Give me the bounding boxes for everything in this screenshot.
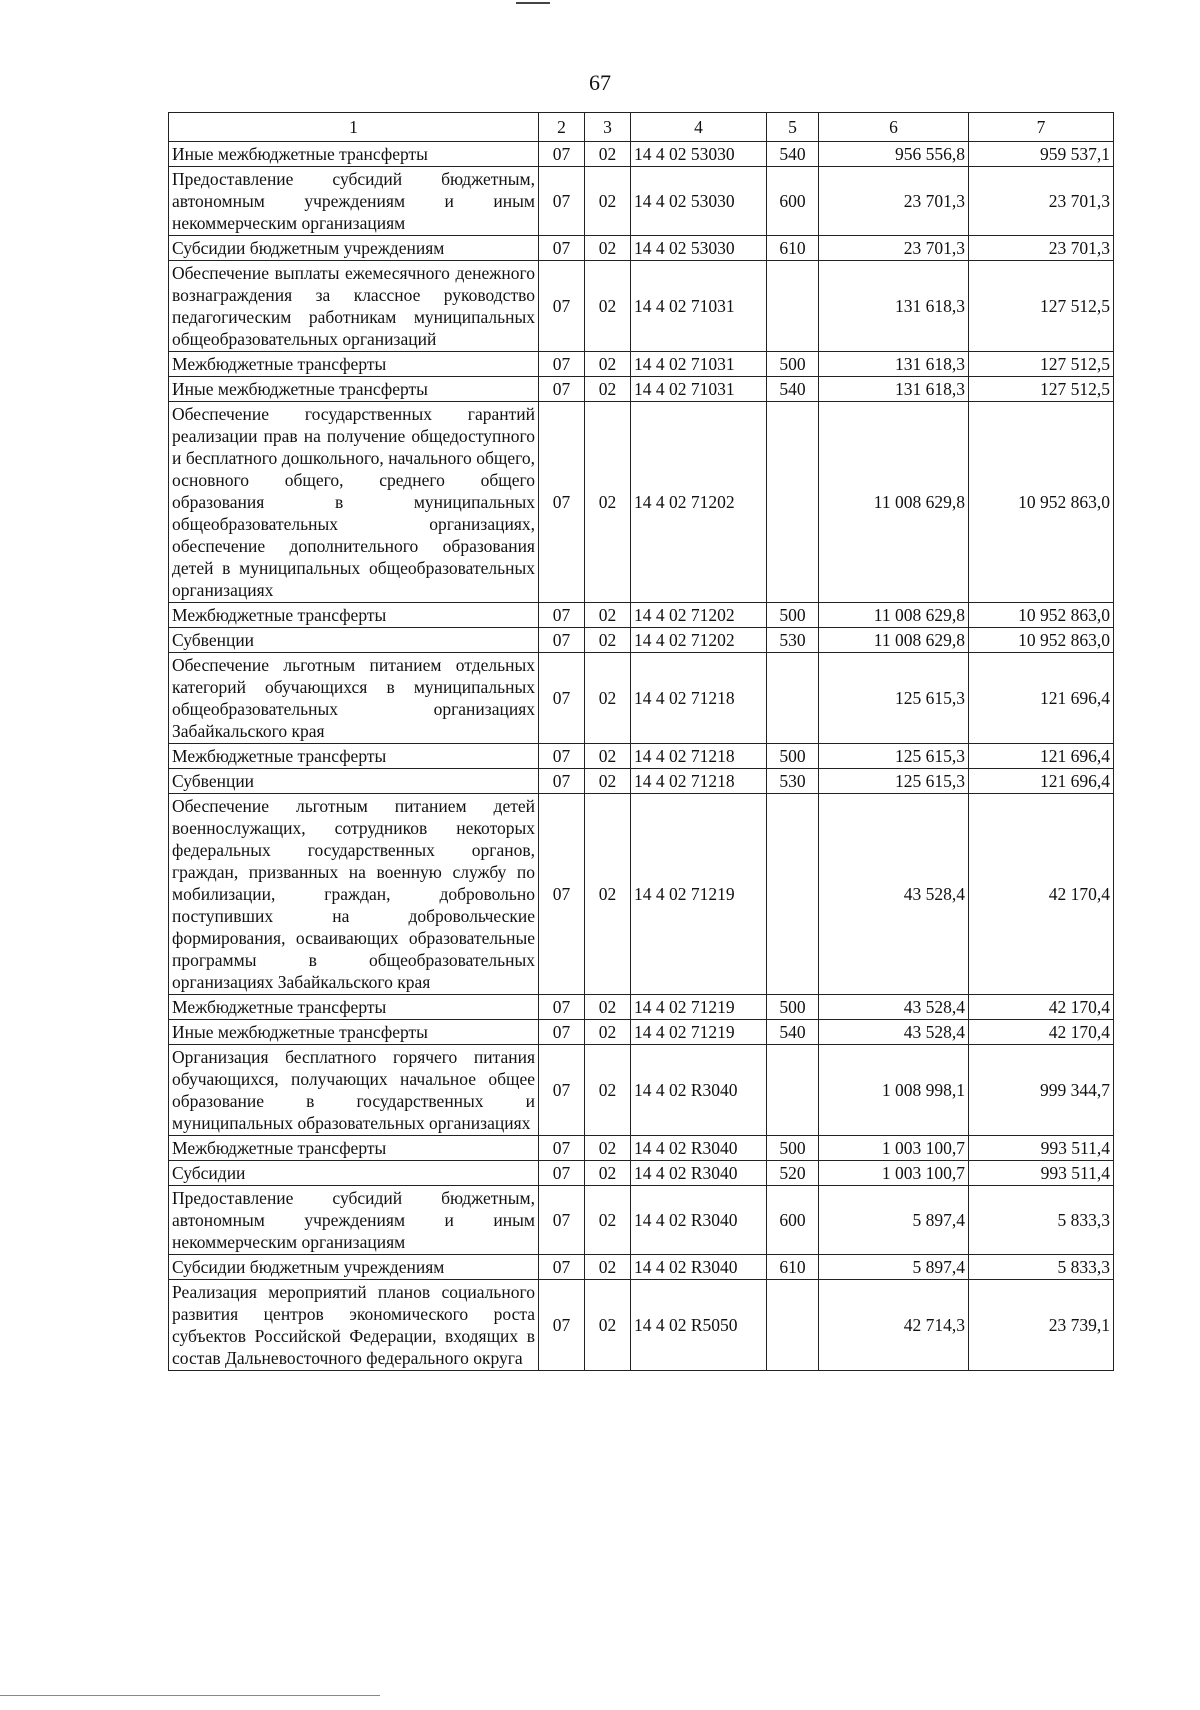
subsection-code: 02 xyxy=(585,1280,631,1371)
section-code: 07 xyxy=(539,603,585,628)
section-code: 07 xyxy=(539,236,585,261)
table-row xyxy=(169,236,1114,261)
row-name: Субсидии xyxy=(169,1161,539,1186)
expense-type-code: 540 xyxy=(767,377,819,402)
row-name: Предоставление субсидий бюджетным, автономным учреждениям и иным некоммерческим организациям xyxy=(169,167,539,236)
subsection-code: 02 xyxy=(585,1186,631,1255)
page-number: 67 xyxy=(589,70,611,95)
target-article-code: 14 4 02 71202 xyxy=(631,603,767,628)
expense-type-code xyxy=(767,261,819,352)
target-article-code: 14 4 02 71218 xyxy=(631,769,767,794)
column-header-1: 1 xyxy=(169,113,539,142)
expense-type-code: 540 xyxy=(767,1020,819,1045)
amount-col-7: 127 512,5 xyxy=(969,352,1114,377)
table-body xyxy=(169,142,1114,1371)
amount-col-6: 5 897,4 xyxy=(819,1186,969,1255)
expense-type-code xyxy=(767,402,819,603)
amount-col-6: 131 618,3 xyxy=(819,377,969,402)
subsection-code: 02 xyxy=(585,744,631,769)
amount-col-7: 127 512,5 xyxy=(969,261,1114,352)
section-code: 07 xyxy=(539,769,585,794)
section-code: 07 xyxy=(539,653,585,744)
row-name: Субсидии бюджетным учреждениям xyxy=(169,1255,539,1280)
amount-col-6: 11 008 629,8 xyxy=(819,603,969,628)
row-name: Организация бесплатного горячего питания обучающихся, получающих начальное общее образование в государственных и муниципальных образовательных организациях xyxy=(169,1045,539,1136)
target-article-code: 14 4 02 71218 xyxy=(631,653,767,744)
section-code: 07 xyxy=(539,1255,585,1280)
amount-col-7: 993 511,4 xyxy=(969,1161,1114,1186)
amount-col-7: 127 512,5 xyxy=(969,377,1114,402)
table-row xyxy=(169,1255,1114,1280)
expense-type-code xyxy=(767,794,819,995)
section-code: 07 xyxy=(539,261,585,352)
table-row xyxy=(169,1280,1114,1371)
amount-col-6: 42 714,3 xyxy=(819,1280,969,1371)
amount-col-7: 959 537,1 xyxy=(969,142,1114,167)
target-article-code: 14 4 02 71031 xyxy=(631,261,767,352)
expense-type-code: 530 xyxy=(767,628,819,653)
section-code: 07 xyxy=(539,1136,585,1161)
amount-col-6: 43 528,4 xyxy=(819,995,969,1020)
expense-type-code: 540 xyxy=(767,142,819,167)
table-row xyxy=(169,1045,1114,1136)
amount-col-6: 43 528,4 xyxy=(819,1020,969,1045)
subsection-code: 02 xyxy=(585,1020,631,1045)
table-row xyxy=(169,794,1114,995)
subsection-code: 02 xyxy=(585,402,631,603)
amount-col-7: 993 511,4 xyxy=(969,1136,1114,1161)
row-name: Реализация мероприятий планов социального развития центров экономического роста субъектов Российской Федерации, входящих в состав Дальневосточного федерального округа xyxy=(169,1280,539,1371)
subsection-code: 02 xyxy=(585,1136,631,1161)
expense-type-code: 500 xyxy=(767,744,819,769)
section-code: 07 xyxy=(539,1186,585,1255)
column-header-4: 4 xyxy=(631,113,767,142)
amount-col-7: 10 952 863,0 xyxy=(969,628,1114,653)
column-header-3: 3 xyxy=(585,113,631,142)
row-name: Межбюджетные трансферты xyxy=(169,995,539,1020)
row-name: Межбюджетные трансферты xyxy=(169,603,539,628)
section-code: 07 xyxy=(539,628,585,653)
section-code: 07 xyxy=(539,995,585,1020)
target-article-code: 14 4 02 71218 xyxy=(631,744,767,769)
amount-col-7: 121 696,4 xyxy=(969,744,1114,769)
section-code: 07 xyxy=(539,1161,585,1186)
table-row xyxy=(169,744,1114,769)
row-name: Субвенции xyxy=(169,769,539,794)
target-article-code: 14 4 02 71031 xyxy=(631,352,767,377)
amount-col-7: 42 170,4 xyxy=(969,1020,1114,1045)
table-header-row xyxy=(169,113,1114,142)
target-article-code: 14 4 02 53030 xyxy=(631,236,767,261)
section-code: 07 xyxy=(539,142,585,167)
amount-col-6: 5 897,4 xyxy=(819,1255,969,1280)
target-article-code: 14 4 02 R3040 xyxy=(631,1186,767,1255)
amount-col-6: 23 701,3 xyxy=(819,167,969,236)
target-article-code: 14 4 02 53030 xyxy=(631,167,767,236)
target-article-code: 14 4 02 71202 xyxy=(631,402,767,603)
table-row xyxy=(169,167,1114,236)
row-name: Иные межбюджетные трансферты xyxy=(169,142,539,167)
target-article-code: 14 4 02 71219 xyxy=(631,995,767,1020)
column-header-6: 6 xyxy=(819,113,969,142)
subsection-code: 02 xyxy=(585,142,631,167)
column-header-5: 5 xyxy=(767,113,819,142)
subsection-code: 02 xyxy=(585,236,631,261)
table-row xyxy=(169,352,1114,377)
row-name: Межбюджетные трансферты xyxy=(169,744,539,769)
table-row xyxy=(169,995,1114,1020)
table-row xyxy=(169,603,1114,628)
target-article-code: 14 4 02 R3040 xyxy=(631,1255,767,1280)
table-row xyxy=(169,628,1114,653)
expense-type-code: 610 xyxy=(767,236,819,261)
table-row xyxy=(169,1161,1114,1186)
target-article-code: 14 4 02 71202 xyxy=(631,628,767,653)
subsection-code: 02 xyxy=(585,261,631,352)
expense-type-code: 500 xyxy=(767,352,819,377)
amount-col-7: 42 170,4 xyxy=(969,794,1114,995)
subsection-code: 02 xyxy=(585,653,631,744)
amount-col-7: 121 696,4 xyxy=(969,653,1114,744)
section-code: 07 xyxy=(539,402,585,603)
table-row xyxy=(169,653,1114,744)
target-article-code: 14 4 02 71219 xyxy=(631,794,767,995)
amount-col-7: 5 833,3 xyxy=(969,1255,1114,1280)
subsection-code: 02 xyxy=(585,995,631,1020)
amount-col-6: 1 003 100,7 xyxy=(819,1161,969,1186)
subsection-code: 02 xyxy=(585,167,631,236)
expense-type-code: 520 xyxy=(767,1161,819,1186)
subsection-code: 02 xyxy=(585,1045,631,1136)
table-row xyxy=(169,377,1114,402)
table-row xyxy=(169,261,1114,352)
target-article-code: 14 4 02 71031 xyxy=(631,377,767,402)
table-row xyxy=(169,402,1114,603)
section-code: 07 xyxy=(539,794,585,995)
subsection-code: 02 xyxy=(585,628,631,653)
amount-col-6: 956 556,8 xyxy=(819,142,969,167)
target-article-code: 14 4 02 71219 xyxy=(631,1020,767,1045)
table-row xyxy=(169,1020,1114,1045)
amount-col-7: 121 696,4 xyxy=(969,769,1114,794)
target-article-code: 14 4 02 R5050 xyxy=(631,1280,767,1371)
row-name: Межбюджетные трансферты xyxy=(169,352,539,377)
table-row xyxy=(169,769,1114,794)
expense-type-code: 500 xyxy=(767,995,819,1020)
amount-col-7: 42 170,4 xyxy=(969,995,1114,1020)
amount-col-7: 23 701,3 xyxy=(969,236,1114,261)
target-article-code: 14 4 02 R3040 xyxy=(631,1136,767,1161)
budget-table xyxy=(168,112,1114,1371)
section-code: 07 xyxy=(539,377,585,402)
table-row xyxy=(169,1186,1114,1255)
amount-col-7: 10 952 863,0 xyxy=(969,603,1114,628)
row-name: Обеспечение государственных гарантий реализации прав на получение общедоступного и бесплатного дошкольного, начального общего, основного общего, среднего общего образования в муниципальных общеобразовательных организациях, обеспечение дополнительного образования детей в муниципальных общеобразовательных организациях xyxy=(169,402,539,603)
amount-col-7: 23 739,1 xyxy=(969,1280,1114,1371)
amount-col-6: 125 615,3 xyxy=(819,769,969,794)
subsection-code: 02 xyxy=(585,794,631,995)
expense-type-code: 610 xyxy=(767,1255,819,1280)
row-name: Обеспечение льготным питанием отдельных категорий обучающихся в муниципальных общеобразовательных организациях Забайкальского края xyxy=(169,653,539,744)
subsection-code: 02 xyxy=(585,603,631,628)
subsection-code: 02 xyxy=(585,1161,631,1186)
expense-type-code: 500 xyxy=(767,603,819,628)
subsection-code: 02 xyxy=(585,377,631,402)
section-code: 07 xyxy=(539,1045,585,1136)
row-name: Межбюджетные трансферты xyxy=(169,1136,539,1161)
amount-col-6: 131 618,3 xyxy=(819,261,969,352)
expense-type-code xyxy=(767,653,819,744)
expense-type-code: 530 xyxy=(767,769,819,794)
amount-col-6: 125 615,3 xyxy=(819,744,969,769)
section-code: 07 xyxy=(539,744,585,769)
row-name: Обеспечение выплаты ежемесячного денежного вознаграждения за классное руководство педагогическим работникам муниципальных общеобразовательных организаций xyxy=(169,261,539,352)
column-header-7: 7 xyxy=(969,113,1114,142)
amount-col-6: 1 003 100,7 xyxy=(819,1136,969,1161)
row-name: Предоставление субсидий бюджетным, автономным учреждениям и иным некоммерческим организациям xyxy=(169,1186,539,1255)
amount-col-6: 11 008 629,8 xyxy=(819,402,969,603)
expense-type-code: 600 xyxy=(767,167,819,236)
amount-col-6: 11 008 629,8 xyxy=(819,628,969,653)
amount-col-7: 999 344,7 xyxy=(969,1045,1114,1136)
amount-col-7: 23 701,3 xyxy=(969,167,1114,236)
scan-mark-top xyxy=(516,2,550,4)
amount-col-7: 5 833,3 xyxy=(969,1186,1114,1255)
scan-mark-bottom xyxy=(0,1695,380,1696)
subsection-code: 02 xyxy=(585,1255,631,1280)
amount-col-6: 43 528,4 xyxy=(819,794,969,995)
amount-col-7: 10 952 863,0 xyxy=(969,402,1114,603)
target-article-code: 14 4 02 53030 xyxy=(631,142,767,167)
section-code: 07 xyxy=(539,352,585,377)
expense-type-code xyxy=(767,1045,819,1136)
section-code: 07 xyxy=(539,1280,585,1371)
target-article-code: 14 4 02 R3040 xyxy=(631,1045,767,1136)
amount-col-6: 1 008 998,1 xyxy=(819,1045,969,1136)
row-name: Обеспечение льготным питанием детей военнослужащих, сотрудников некоторых федеральных государственных органов, граждан, призванных на военную службу по мобилизации, граждан, добровольно поступивших на добровольческие формирования, осваивающих образовательные программы в общеобразовательных организациях Забайкальского края xyxy=(169,794,539,995)
row-name: Иные межбюджетные трансферты xyxy=(169,377,539,402)
subsection-code: 02 xyxy=(585,769,631,794)
subsection-code: 02 xyxy=(585,352,631,377)
section-code: 07 xyxy=(539,167,585,236)
section-code: 07 xyxy=(539,1020,585,1045)
row-name: Иные межбюджетные трансферты xyxy=(169,1020,539,1045)
row-name: Субвенции xyxy=(169,628,539,653)
amount-col-6: 23 701,3 xyxy=(819,236,969,261)
table-row xyxy=(169,1136,1114,1161)
expense-type-code: 500 xyxy=(767,1136,819,1161)
row-name: Субсидии бюджетным учреждениям xyxy=(169,236,539,261)
amount-col-6: 125 615,3 xyxy=(819,653,969,744)
expense-type-code: 600 xyxy=(767,1186,819,1255)
column-header-2: 2 xyxy=(539,113,585,142)
target-article-code: 14 4 02 R3040 xyxy=(631,1161,767,1186)
amount-col-6: 131 618,3 xyxy=(819,352,969,377)
expense-type-code xyxy=(767,1280,819,1371)
table-row xyxy=(169,142,1114,167)
